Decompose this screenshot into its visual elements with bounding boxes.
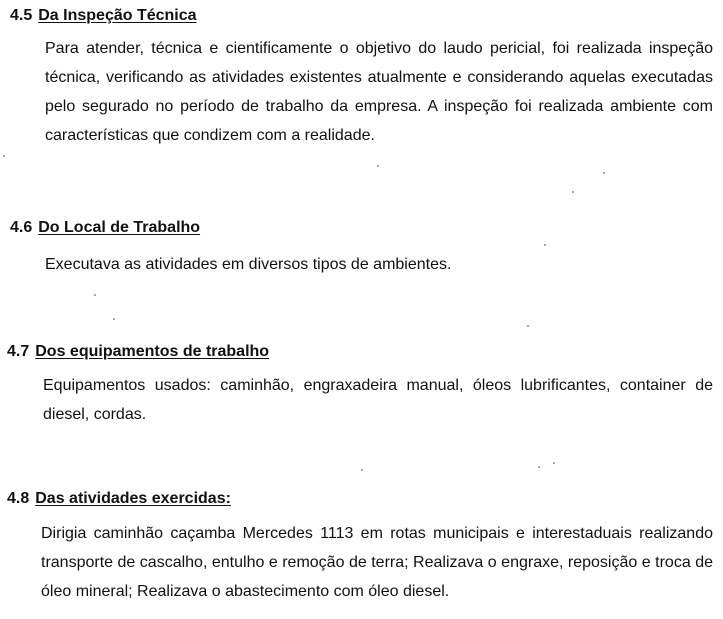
scan-speck: [553, 462, 555, 464]
section-4-8-heading: [7, 489, 231, 509]
section-number: 4.5: [10, 7, 33, 24]
scan-speck: [538, 466, 540, 468]
section-4-5-heading: [10, 6, 197, 26]
scan-speck: [377, 165, 379, 167]
section-4-8-body: [41, 519, 713, 606]
section-paragraph: Equipamentos usados: caminhão, engraxadeira manual, óleos lubrificantes, container de diesel, cordas.: [43, 377, 713, 423]
section-paragraph: Executava as atividades em diversos tipos de ambientes.: [45, 256, 452, 273]
section-4-7-body: [43, 371, 713, 429]
section-title: Das atividades exercidas:: [35, 490, 231, 507]
scan-speck: [361, 469, 363, 471]
section-4-6-body: [45, 250, 713, 279]
scan-speck: [572, 191, 574, 193]
section-number: 4.7: [7, 343, 30, 360]
scan-speck: [3, 155, 5, 157]
scan-speck: [527, 325, 529, 327]
section-number: 4.6: [10, 219, 33, 236]
scan-speck: [113, 318, 115, 320]
scan-speck: [544, 244, 546, 246]
section-4-7-heading: [7, 342, 269, 362]
section-paragraph: Para atender, técnica e cientificamente o objetivo do laudo pericial, foi realizada inspeção técnica, verificando as atividades existentes atualmente e considerando aquelas executadas pelo segurado no período de trabalho da empresa. A inspeção foi realizada ambiente com características que condizem com a realidade.: [45, 40, 713, 144]
section-title: Da Inspeção Técnica: [38, 7, 197, 24]
section-4-5-body: [45, 34, 713, 150]
section-number: 4.8: [7, 490, 30, 507]
section-paragraph: Dirigia caminhão caçamba Mercedes 1113 em rotas municipais e interestaduais realizando transporte de cascalho, entulho e remoção de terra; Realizava o engraxe, reposição e troca de óleo mineral; Realizava o abastecimento com óleo diesel.: [41, 525, 713, 600]
section-title: Dos equipamentos de trabalho: [35, 343, 270, 360]
scan-speck: [603, 172, 605, 174]
section-4-6-heading: [10, 218, 200, 238]
scan-speck: [94, 294, 96, 296]
section-title: Do Local de Trabalho: [38, 219, 201, 236]
